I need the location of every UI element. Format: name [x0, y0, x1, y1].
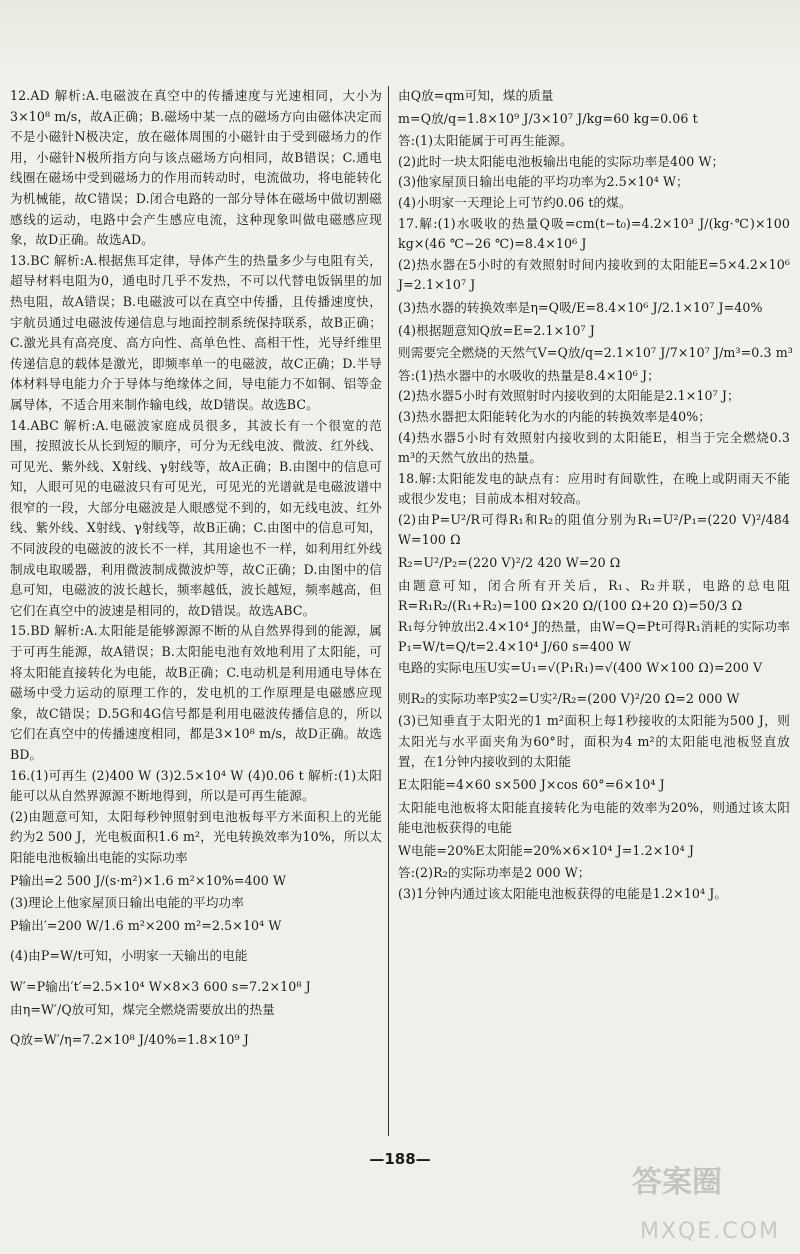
answer-17-conclusion-1: 答:(1)热水器中的水吸收的热量是8.4×10⁶ J； — [398, 367, 660, 383]
answer-18-r1-power: R₁每分钟放出2.4×10⁴ J的热量，由W=Q=Pt可得R₁消耗的实际功率P₁=W/t=Q/t=2.4×10⁴ J/60 s=400 W — [398, 618, 790, 655]
watermark-logo — [612, 1150, 792, 1250]
equation-p-output: P输出=2 500 J/(s·m²)×1.6 m²×10%=400 W — [10, 872, 286, 888]
watermark-url: MXQE.COM — [640, 1219, 780, 1244]
answer-18-r1: (2)由P=U²/R可得R₁和R₂的阻值分别为R₁=U²/P₁=(220 V)²/484 W=100 Ω — [398, 511, 790, 548]
answer-17-part2: (2)热水器在5小时的有效照射时间内接收到的太阳能E=5×4.2×10⁶ J=2.1×10⁷ J — [398, 256, 790, 293]
equation-r2: R₂=U²/P₂=(220 V)²/2 420 W=20 Ω — [398, 555, 621, 571]
answer-18-electric-intro: 太阳能电池板将太阳能直接转化为电能的效率为20%，则通过该太阳能电池板获得的电能 — [398, 799, 790, 836]
left-column — [10, 86, 382, 1053]
equation-gas-volume: 则需要完全燃烧的天然气V=Q放/q=2.1×10⁷ J/7×10⁷ J/m³=0.3 m³ — [398, 345, 793, 361]
page-number: —188— — [369, 1150, 431, 1168]
answer-12: 12.AD 解析:A.电磁波在真空中的传播速度与光速相同，大小为3×10⁸ m/s，故A正确；B.磁场中某一点的磁场方向由磁体决定而不是小磁针N极决定，放在磁体周围的小磁针由于受到磁场力的作用，小磁针N极所指方向与该点磁场方向相同，故B错误；C.通电线圈在磁场中受到磁场力的作用而转动时，电流做功，将电能转化为机械能，故C错误；D.闭合电路的一部分导体在磁场中做切割磁感线的运动，电路中会产生感应电流，这种现象叫做电磁感应现象，故D正确。故选AD。 — [10, 88, 382, 248]
answer-16-heat-intro: 由η=W′/Q放可知，煤完全燃烧需要放出的热量 — [10, 1001, 275, 1017]
coal-mass-intro: 由Q放=qm可知，煤的质量 — [398, 88, 554, 103]
answer-16-part3: (3)理论上他家屋顶日输出电能的平均功率 — [10, 895, 244, 911]
answer-16-conclusion-1: 答:(1)太阳能属于可再生能源。 — [398, 133, 573, 149]
answer-15: 15.BD 解析:A.太阳能是能够源源不断的从自然界得到的能源，属于可再生能源，故A错误；B.太阳能电池有效地利用了太阳能，可将太阳能直接转化为电能，故B正确；C.电动机是利用通电导体在磁场中受力运动的原理工作的，发电机的工作原理是电磁感应现象，故C错误；D.5G和4G信号都是利用电磁波传播信息的，所以它们在真空中的传播速度相同，都是3×10⁸ m/s，故D正确。故选BD。 — [10, 623, 382, 762]
equation-coal-mass: m=Q放/q=1.8×10⁹ J/3×10⁷ J/kg=60 kg=0.06 t — [398, 110, 698, 126]
answer-16-conclusion-3: (3)他家屋顶日输出电能的平均功率为2.5×10⁴ W； — [398, 174, 689, 190]
equation-r2-power: 则R₂的实际功率P实2=U实²/R₂=(200 V)²/20 Ω=2 000 W — [398, 690, 740, 706]
answer-17-part4: (4)根据题意知Q放=E=2.1×10⁷ J — [398, 322, 595, 338]
equation-electric-energy: W电能=20%E太阳能=20%×6×10⁴ J=1.2×10⁴ J — [398, 842, 694, 858]
answer-17-conclusion-2: (2)热水器5小时有效照射时内接收到的太阳能是2.1×10⁷ J； — [398, 388, 740, 404]
equation-w-prime: W′=P输出′t′=2.5×10⁴ W×8×3 600 s=7.2×10⁸ J — [10, 978, 311, 994]
equation-q-released: Q放=W′/η=7.2×10⁸ J/40%=1.8×10⁹ J — [10, 1032, 249, 1048]
equation-p-output-avg: P输出′=200 W/1.6 m²×200 m²=2.5×10⁴ W — [10, 917, 282, 933]
answer-18-part3: (3)已知垂直于太阳光的1 m²面积上每1秒接收的太阳能为500 J，则太阳光与水平面夹角为60°时，面积为4 m²的太阳能电池板竖直放置，在1分钟内接收到的太阳能 — [398, 713, 790, 770]
answer-18-total-resistance: 由题意可知，闭合所有开关后，R₁、R₂并联，电路的总电阻R=R₁R₂/(R₁+R₂)=100 Ω×20 Ω/(100 Ω+20 Ω)=50/3 Ω — [398, 577, 790, 614]
answer-16-part2: (2)由题意可知，太阳每秒钟照射到电池板每平方米面积上的光能约为2 500 J，光电板面积1.6 m²，光电转换效率为10%，所以太阳能电池板输出电能的实际功率 — [10, 808, 382, 865]
equation-solar-energy: E太阳能=4×60 s×500 J×cos 60°=6×10⁴ J — [398, 777, 665, 792]
column-divider — [388, 86, 389, 1136]
watermark-logo-text: 答案圈 — [632, 1165, 722, 1200]
answer-13: 13.BC 解析:A.根据焦耳定律，导体产生的热量多少与电阻有关，超导材料电阻为0，通电时几乎不发热，不可以代替电饭锅里的加热电阻，故A错误；B.电磁波可以在真空中传播，且传播速度快，宇航员通过电磁波传递信息与地面控制系统保持联系，故B正确；C.激光具有高亮度、高方向性、高单色性、高相干性，光导纤维里传递信息的载体是激光，即频率单一的电磁波，故C正确；D.半导体材料导电能力介于导体与绝缘体之间，导电能力不如铜、铝等金属导体，不适合用来制作输电线，故D错误。故选BC。 — [10, 252, 382, 412]
answer-16-conclusion-2: (2)此时一块太阳能电池板输出电能的实际功率是400 W； — [398, 153, 725, 169]
answer-17-conclusion-3: (3)热水器把太阳能转化为水的内能的转换效率是40%； — [398, 408, 711, 424]
answer-16-summary: 16.(1)可再生 (2)400 W (3)2.5×10⁴ W (4)0.06 t 解析:(1)太阳能可以从自然界源源不断地得到，所以是可再生能源。 — [10, 767, 382, 804]
answer-17-part1: 17.解:(1)水吸收的热量Q吸=cm(t−t₀)=4.2×10³ J/(kg·℃)×100 kg×(46 ℃−26 ℃)=8.4×10⁶ J — [398, 215, 790, 252]
answer-14: 14.ABC 解析:A.电磁波家庭成员很多，其波长有一个很宽的范围，按照波长从长到短的顺序，可分为无线电波、微波、红外线、可见光、紫外线、X射线、γ射线等，故A正确；B.由图中的信息可知，人眼可见的电磁波只有可见光，可见光的光谱就是电磁波谱中很窄的一段，大部分电磁波是人眼感觉不到的，如无线电波、红外线、紫外线、X射线、γ射线等，故B正确；C.由图中的信息可知，不同波段的电磁波的波长不一样，其用途也不一样，如利用红外线制成电取暖器，利用微波制成微波炉等，故C正确；D.由图中的信息可知，电磁波的波长越长，频率越低，波长越短，频率越高，但它们在真空中的波速是相同的，故D错误。故选ABC。 — [10, 417, 382, 618]
answer-16-conclusion-4: (4)小明家一天理论上可节约0.06 t的煤。 — [398, 194, 632, 210]
answer-16-part4: (4)由P=W/t可知，小明家一天输出的电能 — [10, 948, 248, 964]
answer-17-conclusion-4: (4)热水器5小时有效照射内接收到的太阳能E，相当于完全燃烧0.3 m³的天然气放出的热量。 — [398, 429, 790, 466]
answer-18-conclusion-2: 答:(2)R₂的实际功率是2 000 W； — [398, 865, 591, 881]
answer-18-voltage: 电路的实际电压U实=U₁=√(P₁R₁)=√(400 W×100 Ω)=200 V — [398, 660, 763, 676]
answer-18-conclusion-3: (3)1分钟内通过该太阳能电池板获得的电能是1.2×10⁴ J。 — [398, 885, 728, 901]
answer-18-part1: 18.解:太阳能发电的缺点有：应用时有间歇性，在晚上或阴雨天不能或很少发电；目前成本相对较高。 — [398, 470, 790, 507]
equation-efficiency: (3)热水器的转换效率是η=Q吸/E=8.4×10⁶ J/2.1×10⁷ J=40% — [398, 299, 763, 315]
right-column — [398, 86, 793, 905]
